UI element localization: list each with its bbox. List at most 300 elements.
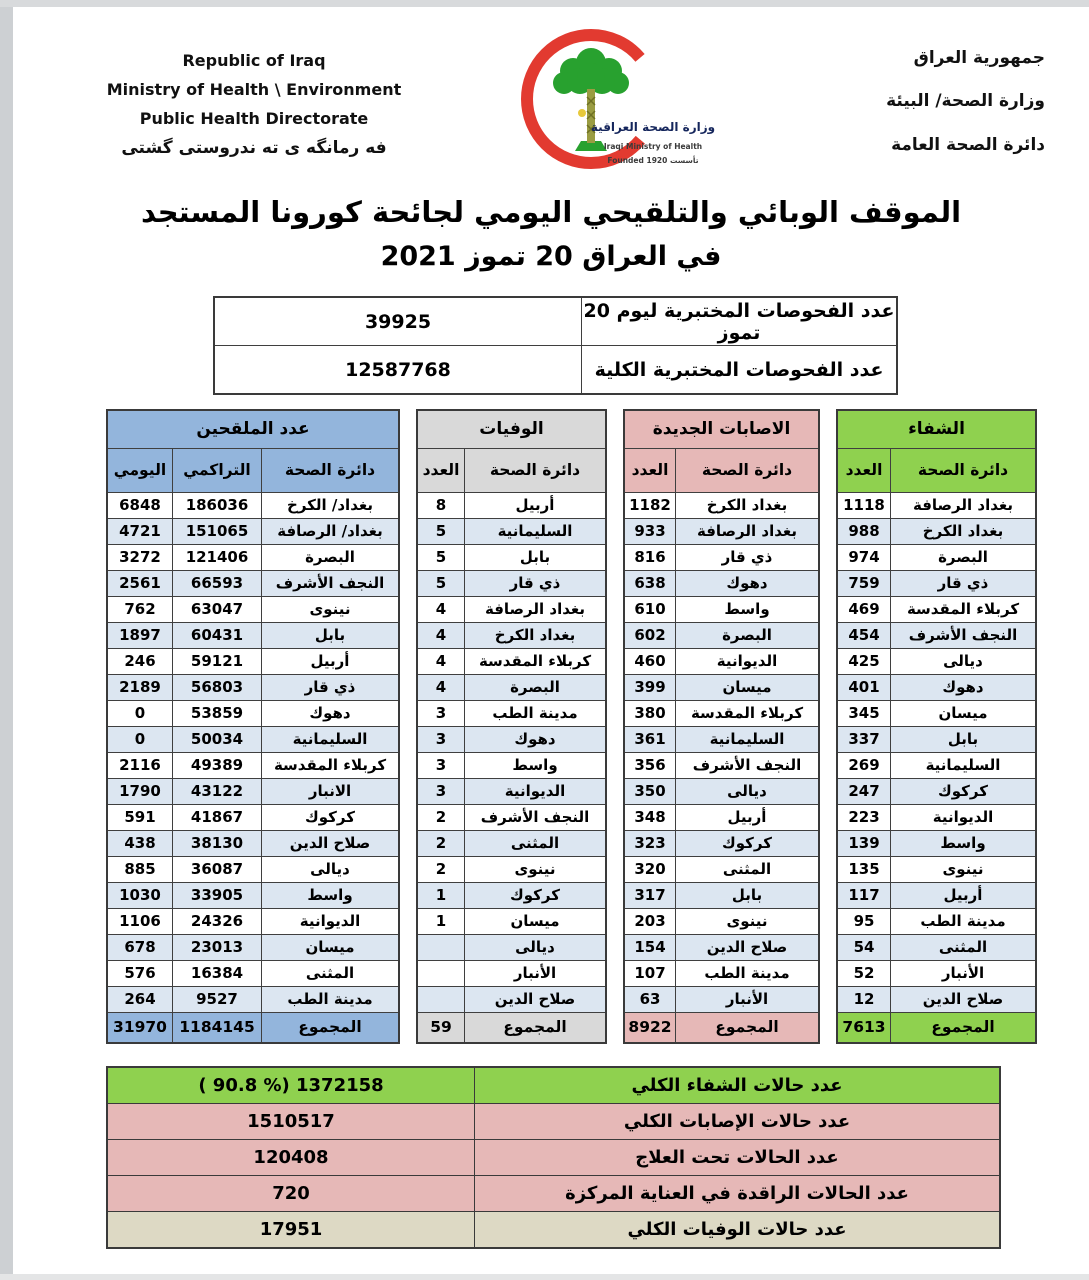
table-row <box>214 297 897 346</box>
directorate-name: كربلاء المقدسة <box>465 649 607 675</box>
table-row <box>107 883 399 909</box>
value-cell: 4 <box>417 675 465 701</box>
value-cell: 52 <box>837 961 891 987</box>
table-row <box>624 545 819 571</box>
table-row <box>837 571 1036 597</box>
total-tests-label: عدد الفحوصات المختبرية الكلية <box>582 346 898 395</box>
value-cell: 4 <box>417 597 465 623</box>
directorate-name: صلاح الدين <box>676 935 820 961</box>
directorate-name: البصرة <box>465 675 607 701</box>
value-cell <box>417 961 465 987</box>
table-row <box>417 753 606 779</box>
value-cell: 1030 <box>107 883 173 909</box>
directorate-name: ذي قار <box>465 571 607 597</box>
directorate-name: المثنى <box>465 831 607 857</box>
table-row <box>107 571 399 597</box>
directorate-name: بغداد الكرخ <box>891 519 1037 545</box>
value-cell: 638 <box>624 571 676 597</box>
value-cell: 60431 <box>173 623 262 649</box>
table-row <box>837 623 1036 649</box>
value-cell: 8 <box>417 493 465 519</box>
directorate-name: بغداد/ الرصافة <box>262 519 400 545</box>
table-row <box>107 519 399 545</box>
table-row <box>417 571 606 597</box>
directorate-name: ذي قار <box>891 571 1037 597</box>
directorate-name: بابل <box>262 623 400 649</box>
value-cell: 247 <box>837 779 891 805</box>
recoveries-table-title: الشفاء <box>837 410 1036 449</box>
value-cell: 5 <box>417 519 465 545</box>
value-cell: 2561 <box>107 571 173 597</box>
table-row <box>837 831 1036 857</box>
directorate-name: دهوك <box>676 571 820 597</box>
value-cell: 678 <box>107 935 173 961</box>
directorate-name: المثنى <box>262 961 400 987</box>
table-row <box>107 701 399 727</box>
value-cell: 95 <box>837 909 891 935</box>
summary-row <box>107 1067 1000 1104</box>
value-cell: 3272 <box>107 545 173 571</box>
value-cell: 246 <box>107 649 173 675</box>
value-cell: 33905 <box>173 883 262 909</box>
table-row <box>624 961 819 987</box>
value-cell: 885 <box>107 857 173 883</box>
value-cell: 2116 <box>107 753 173 779</box>
table-row <box>107 909 399 935</box>
table-row <box>837 987 1036 1013</box>
value-cell: 3 <box>417 779 465 805</box>
header-line-directorate-en: Public Health Directorate <box>139 108 369 128</box>
total-tests-value: 12587768 <box>214 346 582 395</box>
value-cell: 139 <box>837 831 891 857</box>
header-line-kurdish: فه رمانگه ی ته ندروستی گشتی <box>121 138 387 159</box>
directorate-name: نينوى <box>262 597 400 623</box>
value-cell: 425 <box>837 649 891 675</box>
table-row <box>417 597 606 623</box>
report-header <box>39 21 1063 181</box>
table-row <box>417 701 606 727</box>
value-cell: 223 <box>837 805 891 831</box>
document-title-line2: في العراق 20 تموز 2021 <box>380 241 722 272</box>
summary-row <box>107 1212 1000 1249</box>
value-cell: 974 <box>837 545 891 571</box>
column-header: دائرة الصحة <box>891 449 1037 493</box>
document-title-line1: الموقف الوبائي والتلقيحي اليومي لجائحة كورونا المستجد <box>140 195 962 229</box>
directorate-name: واسط <box>891 831 1037 857</box>
directorate-name: أربيل <box>891 883 1037 909</box>
directorate-name: السليمانية <box>262 727 400 753</box>
value-cell <box>417 987 465 1013</box>
table-row <box>624 701 819 727</box>
directorate-name: بابل <box>891 727 1037 753</box>
value-cell: 591 <box>107 805 173 831</box>
value-cell: 50034 <box>173 727 262 753</box>
value-cell: 337 <box>837 727 891 753</box>
table-row <box>624 831 819 857</box>
directorate-name: نينوى <box>465 857 607 883</box>
value-cell: 269 <box>837 753 891 779</box>
value-cell: 602 <box>624 623 676 649</box>
infections-table-container <box>623 409 820 1044</box>
value-cell: 23013 <box>173 935 262 961</box>
report-page <box>13 7 1089 1274</box>
table-row <box>624 623 819 649</box>
table-row <box>107 987 399 1013</box>
column-header: العدد <box>837 449 891 493</box>
value-cell: 154 <box>624 935 676 961</box>
table-row <box>417 519 606 545</box>
directorate-name: كربلاء المقدسة <box>676 701 820 727</box>
directorate-name: الديوانية <box>465 779 607 805</box>
value-cell: 24326 <box>173 909 262 935</box>
value-cell: 5 <box>417 571 465 597</box>
directorate-name: نينوى <box>891 857 1037 883</box>
value-cell: 2 <box>417 805 465 831</box>
directorate-name: أربيل <box>465 493 607 519</box>
scan-edge-bottom <box>0 1274 1089 1280</box>
directorate-name: كركوك <box>465 883 607 909</box>
directorate-name: بغداد الكرخ <box>676 493 820 519</box>
table-row <box>624 909 819 935</box>
directorate-name: دهوك <box>465 727 607 753</box>
total-row <box>107 1013 399 1044</box>
value-cell: 401 <box>837 675 891 701</box>
value-cell: 2 <box>417 831 465 857</box>
table-row <box>107 675 399 701</box>
total-value: 7613 <box>837 1013 891 1044</box>
table-row <box>624 857 819 883</box>
directorate-name: صلاح الدين <box>465 987 607 1013</box>
directorate-name: صلاح الدين <box>891 987 1037 1013</box>
total-row <box>837 1013 1036 1044</box>
total-row <box>624 1013 819 1044</box>
summary-value: ( 90.8 %) 1372158 <box>107 1067 475 1104</box>
directorate-name: دهوك <box>891 675 1037 701</box>
directorate-name: الديوانية <box>262 909 400 935</box>
directorate-name: المثنى <box>676 857 820 883</box>
directorate-name: صلاح الدين <box>262 831 400 857</box>
directorate-name: البصرة <box>676 623 820 649</box>
logo-english-title: Iraqi Ministry of Health <box>603 142 703 151</box>
directorate-name: الأنبار <box>465 961 607 987</box>
value-cell: 12 <box>837 987 891 1013</box>
value-cell: 1790 <box>107 779 173 805</box>
directorate-name: بغداد الرصافة <box>891 493 1037 519</box>
value-cell: 59121 <box>173 649 262 675</box>
value-cell: 135 <box>837 857 891 883</box>
directorate-name: واسط <box>465 753 607 779</box>
column-header: دائرة الصحة <box>262 449 400 493</box>
statistics-tables <box>106 409 1089 1044</box>
directorate-name: الأنبار <box>676 987 820 1013</box>
directorate-name: النجف الأشرف <box>262 571 400 597</box>
table-row <box>624 987 819 1013</box>
vaccinated-table <box>106 409 400 1044</box>
value-cell: 438 <box>107 831 173 857</box>
value-cell: 469 <box>837 597 891 623</box>
summary-value: 17951 <box>107 1212 475 1249</box>
table-row <box>107 597 399 623</box>
value-cell: 933 <box>624 519 676 545</box>
value-cell: 759 <box>837 571 891 597</box>
value-cell: 576 <box>107 961 173 987</box>
summary-label: عدد حالات الشفاء الكلي <box>475 1067 1001 1104</box>
table-row <box>107 961 399 987</box>
value-cell: 43122 <box>173 779 262 805</box>
ministry-logo-icon <box>507 23 717 181</box>
table-row <box>624 883 819 909</box>
directorate-name: أربيل <box>676 805 820 831</box>
value-cell: 203 <box>624 909 676 935</box>
directorate-name: ديالى <box>891 649 1037 675</box>
table-row <box>624 649 819 675</box>
summary-row <box>107 1140 1000 1176</box>
table-row <box>837 545 1036 571</box>
table-row <box>837 961 1036 987</box>
total-row <box>417 1013 606 1044</box>
table-row <box>107 805 399 831</box>
infections-table <box>623 409 820 1044</box>
table-row <box>107 831 399 857</box>
header-line-country-en: Republic of Iraq <box>182 51 326 70</box>
directorate-name: بغداد/ الكرخ <box>262 493 400 519</box>
directorate-name: كربلاء المقدسة <box>262 753 400 779</box>
table-row <box>107 727 399 753</box>
summary-value: 1510517 <box>107 1104 475 1140</box>
directorate-name: بغداد الكرخ <box>465 623 607 649</box>
table-row <box>837 909 1036 935</box>
table-row <box>624 753 819 779</box>
summary-label: عدد الحالات الراقدة في العناية المركزة <box>475 1176 1001 1212</box>
value-cell: 38130 <box>173 831 262 857</box>
table-row <box>417 805 606 831</box>
summary-value: 120408 <box>107 1140 475 1176</box>
table-row <box>624 571 819 597</box>
directorate-name: السليمانية <box>891 753 1037 779</box>
document-title <box>13 195 1089 272</box>
table-row <box>837 701 1036 727</box>
value-cell: 460 <box>624 649 676 675</box>
deaths-table-container <box>416 409 607 1044</box>
directorate-name: مدينة الطب <box>262 987 400 1013</box>
directorate-name: كربلاء المقدسة <box>891 597 1037 623</box>
header-line-ministry-ar: وزارة الصحة/ البيئة <box>886 91 1045 112</box>
total-label: المجموع <box>465 1013 607 1044</box>
logo-arabic-title: وزارة الصحة العراقية <box>590 120 716 134</box>
vaccinated-table-container <box>106 409 400 1044</box>
summary-row <box>107 1176 1000 1212</box>
value-cell: 2189 <box>107 675 173 701</box>
header-line-ministry-en: Ministry of Health \ Environment <box>106 79 402 99</box>
value-cell: 320 <box>624 857 676 883</box>
value-cell: 4 <box>417 623 465 649</box>
total-label: المجموع <box>262 1013 400 1044</box>
table-row <box>624 727 819 753</box>
value-cell: 762 <box>107 597 173 623</box>
table-row <box>107 649 399 675</box>
value-cell: 345 <box>837 701 891 727</box>
value-cell: 350 <box>624 779 676 805</box>
table-row <box>624 805 819 831</box>
value-cell: 1 <box>417 883 465 909</box>
value-cell: 0 <box>107 701 173 727</box>
table-row <box>837 779 1036 805</box>
directorate-name: دهوك <box>262 701 400 727</box>
directorate-name: ديالى <box>262 857 400 883</box>
deaths-table <box>416 409 607 1044</box>
total-value: 31970 <box>107 1013 173 1044</box>
directorate-name: النجف الأشرف <box>891 623 1037 649</box>
value-cell: 41867 <box>173 805 262 831</box>
column-header: العدد <box>624 449 676 493</box>
directorate-name: كركوك <box>891 779 1037 805</box>
value-cell: 56803 <box>173 675 262 701</box>
table-row <box>214 346 897 395</box>
directorate-name: ديالى <box>465 935 607 961</box>
summary-label: عدد الحالات تحت العلاج <box>475 1140 1001 1176</box>
value-cell: 186036 <box>173 493 262 519</box>
value-cell: 4 <box>417 649 465 675</box>
table-row <box>417 987 606 1013</box>
table-row <box>417 493 606 519</box>
value-cell: 2 <box>417 857 465 883</box>
value-cell: 1897 <box>107 623 173 649</box>
value-cell: 53859 <box>173 701 262 727</box>
table-row <box>837 935 1036 961</box>
directorate-name: مدينة الطب <box>891 909 1037 935</box>
value-cell: 317 <box>624 883 676 909</box>
directorate-name: النجف الأشرف <box>676 753 820 779</box>
table-row <box>107 935 399 961</box>
total-label: المجموع <box>891 1013 1037 1044</box>
directorate-name: الانبار <box>262 779 400 805</box>
infections-table-title: الاصابات الجديدة <box>624 410 819 449</box>
table-row <box>417 831 606 857</box>
value-cell <box>417 935 465 961</box>
directorate-name: مدينة الطب <box>676 961 820 987</box>
value-cell: 1182 <box>624 493 676 519</box>
total-label: المجموع <box>676 1013 820 1044</box>
table-row <box>624 935 819 961</box>
table-row <box>417 883 606 909</box>
value-cell: 121406 <box>173 545 262 571</box>
value-cell: 9527 <box>173 987 262 1013</box>
table-row <box>837 649 1036 675</box>
summary-label: عدد حالات الوفيات الكلي <box>475 1212 1001 1249</box>
header-line-country-ar: جمهورية العراق <box>913 48 1045 68</box>
table-row <box>417 649 606 675</box>
value-cell: 356 <box>624 753 676 779</box>
directorate-name: بغداد الرصافة <box>676 519 820 545</box>
value-cell: 323 <box>624 831 676 857</box>
value-cell: 3 <box>417 727 465 753</box>
value-cell: 151065 <box>173 519 262 545</box>
value-cell: 54 <box>837 935 891 961</box>
directorate-name: بابل <box>676 883 820 909</box>
table-row <box>837 597 1036 623</box>
value-cell: 610 <box>624 597 676 623</box>
directorate-name: الديوانية <box>676 649 820 675</box>
value-cell: 5 <box>417 545 465 571</box>
table-row <box>107 779 399 805</box>
value-cell: 399 <box>624 675 676 701</box>
value-cell: 1118 <box>837 493 891 519</box>
table-row <box>107 857 399 883</box>
column-header: دائرة الصحة <box>465 449 607 493</box>
table-row <box>417 935 606 961</box>
value-cell: 107 <box>624 961 676 987</box>
table-row <box>837 493 1036 519</box>
table-row <box>624 597 819 623</box>
summary-label: عدد حالات الإصابات الكلي <box>475 1104 1001 1140</box>
table-row <box>837 675 1036 701</box>
total-value: 59 <box>417 1013 465 1044</box>
value-cell: 264 <box>107 987 173 1013</box>
table-row <box>417 545 606 571</box>
value-cell: 380 <box>624 701 676 727</box>
column-header: العدد <box>417 449 465 493</box>
table-row <box>624 779 819 805</box>
value-cell: 6848 <box>107 493 173 519</box>
value-cell: 454 <box>837 623 891 649</box>
table-row <box>417 909 606 935</box>
column-header: التراكمي <box>173 449 262 493</box>
table-row <box>107 623 399 649</box>
lab-tests-table <box>213 296 898 395</box>
value-cell: 63047 <box>173 597 262 623</box>
directorate-name: بغداد الرصافة <box>465 597 607 623</box>
table-row <box>624 519 819 545</box>
header-english-block <box>39 47 469 164</box>
value-cell: 63 <box>624 987 676 1013</box>
table-row <box>837 519 1036 545</box>
value-cell: 0 <box>107 727 173 753</box>
header-line-directorate-ar: دائرة الصحة العامة <box>891 134 1045 155</box>
directorate-name: ذي قار <box>676 545 820 571</box>
table-row <box>417 857 606 883</box>
table-row <box>107 753 399 779</box>
ministry-logo <box>469 23 755 181</box>
header-arabic-block <box>755 37 1063 167</box>
value-cell: 66593 <box>173 571 262 597</box>
table-row <box>107 545 399 571</box>
value-cell: 1106 <box>107 909 173 935</box>
directorate-name: ذي قار <box>262 675 400 701</box>
directorate-name: مدينة الطب <box>465 701 607 727</box>
value-cell: 3 <box>417 753 465 779</box>
total-value: 8922 <box>624 1013 676 1044</box>
recoveries-table-container <box>836 409 1037 1044</box>
directorate-name: واسط <box>262 883 400 909</box>
table-row <box>837 883 1036 909</box>
vaccinated-table-title: عدد الملقحين <box>107 410 399 449</box>
column-header: اليومي <box>107 449 173 493</box>
value-cell: 1 <box>417 909 465 935</box>
directorate-name: كركوك <box>262 805 400 831</box>
value-cell: 3 <box>417 701 465 727</box>
directorate-name: ميسان <box>891 701 1037 727</box>
directorate-name: السليمانية <box>465 519 607 545</box>
daily-tests-label: عدد الفحوصات المختبرية ليوم 20 تموز <box>582 297 898 346</box>
directorate-name: ميسان <box>676 675 820 701</box>
directorate-name: المثنى <box>891 935 1037 961</box>
value-cell: 816 <box>624 545 676 571</box>
table-row <box>107 493 399 519</box>
value-cell: 16384 <box>173 961 262 987</box>
value-cell: 49389 <box>173 753 262 779</box>
directorate-name: السليمانية <box>676 727 820 753</box>
table-row <box>417 727 606 753</box>
